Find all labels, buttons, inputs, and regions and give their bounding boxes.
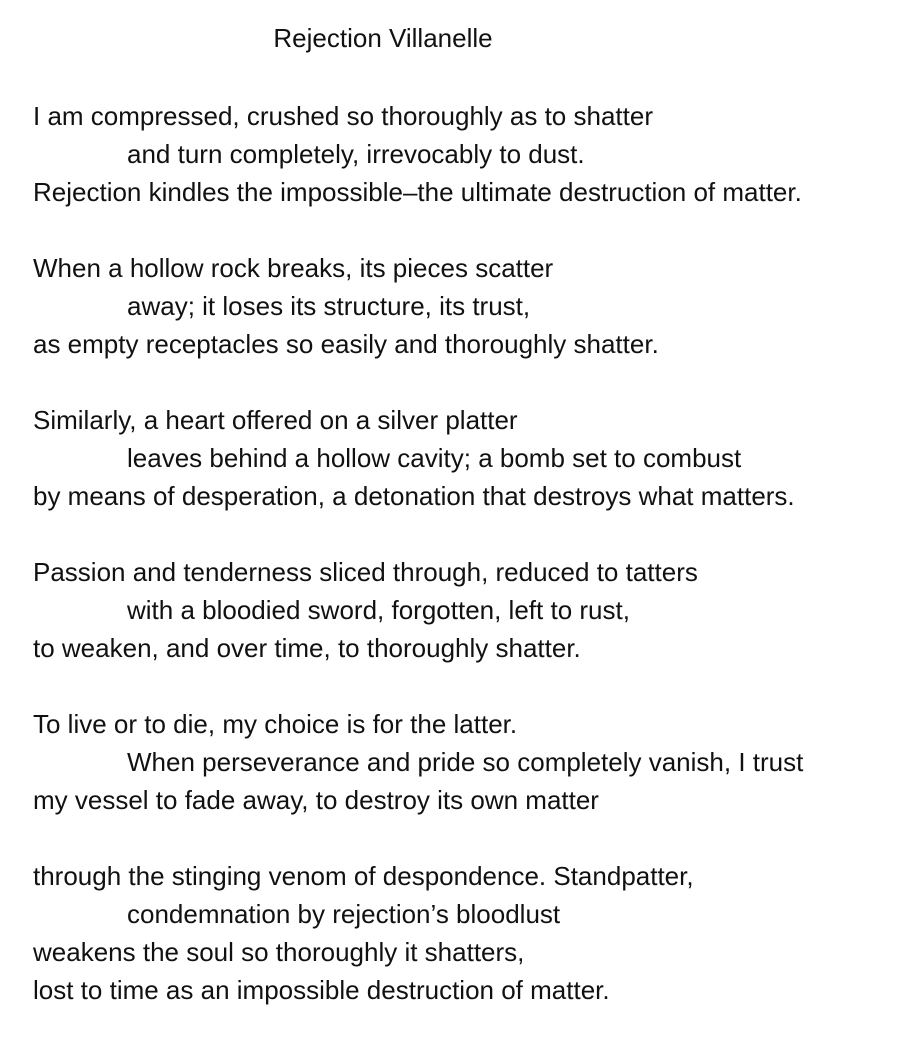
poem-line-indented: When perseverance and pride so completely vanish, I trust: [127, 747, 804, 777]
poem-line: Passion and tenderness sliced through, reduced to tatters: [33, 557, 698, 587]
poem-title: Rejection Villanelle: [273, 23, 493, 53]
poem-line: Similarly, a heart offered on a silver platter: [33, 405, 518, 435]
poem-line: I am compressed, crushed so thoroughly as to shatter: [33, 101, 653, 131]
stanza-3: [33, 401, 908, 515]
poem-line-indented: leaves behind a hollow cavity; a bomb set to combust: [127, 443, 742, 473]
stanza-2: [33, 249, 908, 363]
stanza-5: [33, 705, 908, 819]
poem-line: weakens the soul so thoroughly it shatters,: [33, 937, 525, 967]
poem-line-indented: away; it loses its structure, its trust,: [127, 291, 531, 321]
poem-line: my vessel to fade away, to destroy its own matter: [33, 785, 599, 815]
poem-line: as empty receptacles so easily and thoroughly shatter.: [33, 329, 659, 359]
poem-line: to weaken, and over time, to thoroughly shatter.: [33, 633, 581, 663]
poem-line-indented: with a bloodied sword, forgotten, left to rust,: [127, 595, 630, 625]
poem-line: by means of desperation, a detonation that destroys what matters.: [33, 481, 795, 511]
stanza-6: [33, 857, 908, 1009]
poem-line: through the stinging venom of despondence. Standpatter,: [33, 861, 694, 891]
poem-line: Rejection kindles the impossible–the ultimate destruction of matter.: [33, 177, 802, 207]
stanza-1: [33, 97, 908, 211]
poem-body: [33, 97, 908, 1047]
poem-line-indented: and turn completely, irrevocably to dust.: [127, 139, 585, 169]
stanza-4: [33, 553, 908, 667]
poem-line: lost to time as an impossible destruction of matter.: [33, 975, 610, 1005]
poem-line: To live or to die, my choice is for the latter.: [33, 709, 518, 739]
poem-line-indented: condemnation by rejection’s bloodlust: [127, 899, 561, 929]
poem-line: When a hollow rock breaks, its pieces scatter: [33, 253, 554, 283]
